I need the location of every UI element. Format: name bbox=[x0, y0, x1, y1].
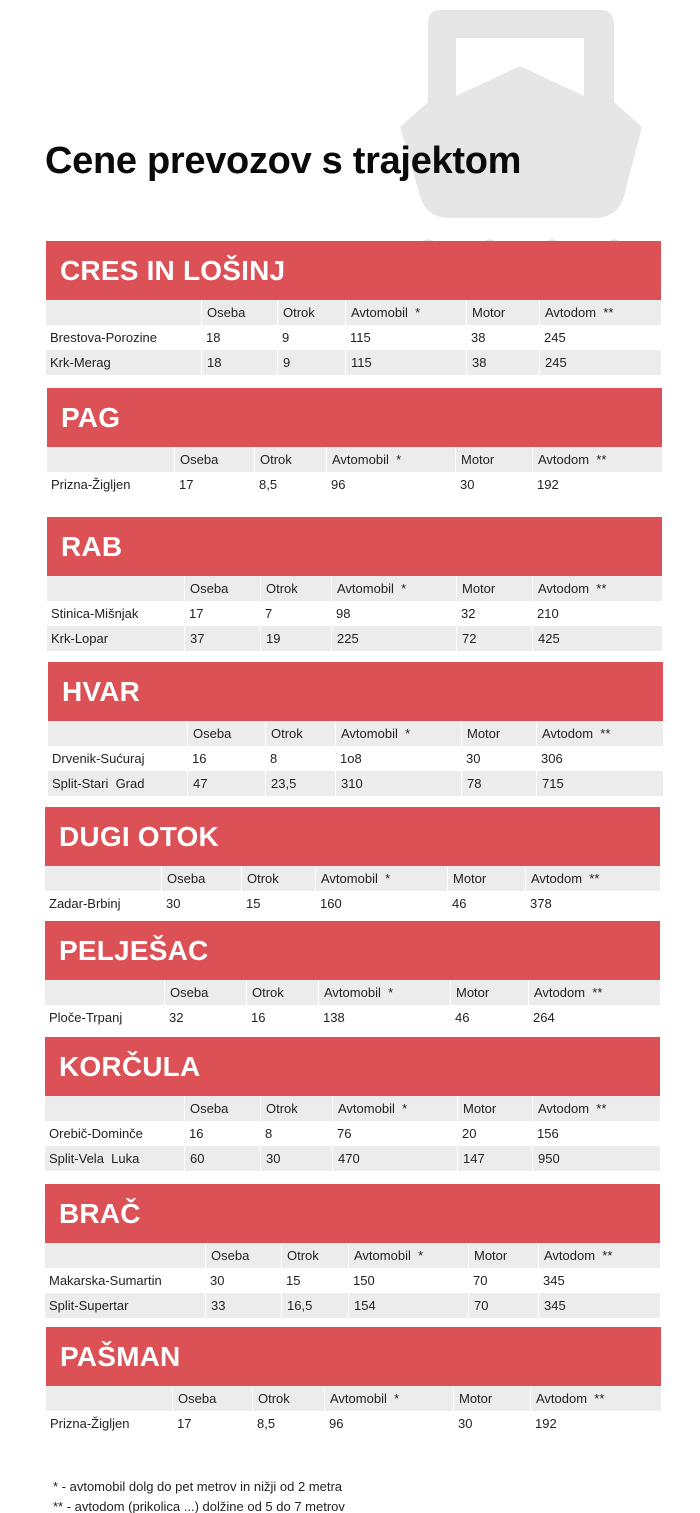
cell-oseba: 37 bbox=[184, 626, 260, 651]
cell-route: Stinica-Mišnjak bbox=[51, 606, 139, 621]
cell-oseba: 17 bbox=[177, 1416, 192, 1431]
cell-otrok: 16,5 bbox=[281, 1293, 348, 1318]
cell-route: Prizna-Žigljen bbox=[51, 477, 131, 492]
cell-avtomobil: 98 bbox=[336, 606, 351, 621]
column-header-motor: Motor bbox=[455, 447, 532, 472]
cell-avtodom: 245 bbox=[539, 350, 661, 375]
column-header-motor: Motor bbox=[466, 300, 539, 325]
cell-otrok: 30 bbox=[260, 1146, 332, 1171]
column-header-avtodom: Avtodom ** bbox=[532, 576, 662, 601]
section-pelješac bbox=[45, 921, 660, 1030]
cell-avtomobil: 76 bbox=[337, 1126, 352, 1141]
column-header-otrok: Otrok bbox=[252, 1386, 324, 1411]
table-row bbox=[47, 626, 662, 651]
cell-motor: 70 bbox=[468, 1293, 538, 1318]
column-header-motor: Motor bbox=[457, 1096, 532, 1121]
footnote-camper: ** - avtodom (prikolica ...) dolžine od 5 do 7 metrov bbox=[53, 1499, 345, 1513]
cell-route: Split-Stari Grad bbox=[52, 776, 145, 791]
cell-oseba: 18 bbox=[206, 330, 221, 345]
table-header bbox=[45, 866, 660, 891]
section-title: CRES IN LOŠINJ bbox=[46, 241, 661, 300]
table-row bbox=[46, 1411, 661, 1436]
section-title: DUGI OTOK bbox=[45, 807, 660, 866]
column-header-otrok: Otrok bbox=[246, 980, 318, 1005]
cell-avtomobil: 225 bbox=[331, 626, 456, 651]
section-title: PAŠMAN bbox=[46, 1327, 661, 1386]
column-header-avtomobil: Avtomobil * bbox=[326, 447, 455, 472]
column-header-otrok: Otrok bbox=[260, 1096, 332, 1121]
cell-avtomobil: 470 bbox=[332, 1146, 457, 1171]
cell-oseba: 47 bbox=[187, 771, 265, 796]
cell-oseba: 32 bbox=[169, 1010, 184, 1025]
table-header bbox=[46, 1386, 661, 1411]
cell-otrok: 8,5 bbox=[259, 477, 278, 492]
cell-oseba: 30 bbox=[210, 1273, 225, 1288]
section-title: HVAR bbox=[48, 662, 663, 721]
section-cres-in-lošinj bbox=[46, 241, 661, 375]
column-header-avtodom: Avtodom ** bbox=[532, 1096, 657, 1121]
cell-motor: 72 bbox=[456, 626, 532, 651]
table-row bbox=[47, 472, 662, 497]
cell-route: Orebič-Dominče bbox=[49, 1126, 143, 1141]
column-header-oseba: Oseba bbox=[164, 980, 246, 1005]
cell-avtomobil: 310 bbox=[335, 771, 461, 796]
cell-otrok: 8 bbox=[265, 1126, 273, 1141]
column-header-avtodom: Avtodom ** bbox=[539, 300, 661, 325]
column-header-route bbox=[46, 300, 201, 325]
table-header bbox=[45, 1243, 660, 1268]
column-header-motor: Motor bbox=[447, 866, 525, 891]
section-title: BRAČ bbox=[45, 1184, 660, 1243]
section-brač bbox=[45, 1184, 660, 1318]
cell-motor: 30 bbox=[460, 477, 475, 492]
cell-avtodom: 345 bbox=[538, 1293, 656, 1318]
cell-otrok: 9 bbox=[282, 330, 290, 345]
table-header bbox=[45, 980, 660, 1005]
column-header-motor: Motor bbox=[456, 576, 532, 601]
cell-route: Krk-Lopar bbox=[51, 631, 109, 646]
cell-avtomobil: 138 bbox=[323, 1010, 345, 1025]
column-header-motor: Motor bbox=[450, 980, 528, 1005]
column-header-motor: Motor bbox=[461, 721, 536, 746]
column-header-oseba: Oseba bbox=[161, 866, 241, 891]
cell-route: Krk-Merag bbox=[50, 355, 111, 370]
column-header-avtodom: Avtodom ** bbox=[530, 1386, 657, 1411]
cell-oseba: 16 bbox=[192, 751, 207, 766]
column-header-otrok: Otrok bbox=[260, 576, 331, 601]
cell-avtodom: 345 bbox=[543, 1273, 565, 1288]
table-header bbox=[45, 1096, 660, 1121]
column-header-otrok: Otrok bbox=[281, 1243, 348, 1268]
table-header bbox=[47, 576, 662, 601]
cell-motor: 78 bbox=[461, 771, 536, 796]
cell-route: Ploče-Trpanj bbox=[49, 1010, 123, 1025]
table-row bbox=[45, 1146, 660, 1171]
column-header-avtomobil: Avtomobil * bbox=[318, 980, 450, 1005]
column-header-avtomobil: Avtomobil * bbox=[332, 1096, 457, 1121]
table-row bbox=[45, 891, 660, 916]
section-dugi-otok bbox=[45, 807, 660, 916]
column-header-route bbox=[45, 1243, 205, 1268]
cell-avtodom: 715 bbox=[536, 771, 663, 796]
table-header bbox=[46, 300, 661, 325]
table-row bbox=[45, 1293, 660, 1318]
cell-avtomobil: 115 bbox=[350, 330, 371, 345]
cell-avtodom: 192 bbox=[535, 1416, 557, 1431]
column-header-motor: Motor bbox=[453, 1386, 530, 1411]
table-row bbox=[48, 771, 663, 796]
column-header-avtodom: Avtodom ** bbox=[525, 866, 657, 891]
cell-avtodom: 156 bbox=[537, 1126, 559, 1141]
section-pašman bbox=[46, 1327, 661, 1436]
column-header-route bbox=[48, 721, 187, 746]
column-header-avtomobil: Avtomobil * bbox=[315, 866, 447, 891]
footnote-car: * - avtomobil dolg do pet metrov in nižji od 2 metra bbox=[53, 1479, 343, 1494]
cell-avtomobil: 115 bbox=[345, 350, 466, 375]
column-header-oseba: Oseba bbox=[205, 1243, 281, 1268]
column-header-avtomobil: Avtomobil * bbox=[324, 1386, 453, 1411]
column-header-avtodom: Avtodom ** bbox=[536, 721, 663, 746]
cell-otrok: 23,5 bbox=[265, 771, 335, 796]
table-row bbox=[45, 1121, 660, 1146]
column-header-oseba: Oseba bbox=[172, 1386, 252, 1411]
column-header-otrok: Otrok bbox=[265, 721, 335, 746]
cell-route: Split-Supertar bbox=[49, 1298, 129, 1313]
cell-motor: 30 bbox=[466, 751, 481, 766]
column-header-avtodom: Avtodom ** bbox=[528, 980, 657, 1005]
cell-otrok: 15 bbox=[246, 896, 261, 911]
cell-route: Split-Vela Luka bbox=[49, 1151, 140, 1166]
column-header-route bbox=[46, 1386, 172, 1411]
column-header-route bbox=[45, 1096, 184, 1121]
table-row bbox=[45, 1005, 660, 1030]
cell-avtodom: 378 bbox=[530, 896, 552, 911]
column-header-otrok: Otrok bbox=[254, 447, 326, 472]
column-header-otrok: Otrok bbox=[277, 300, 345, 325]
table-row bbox=[46, 325, 661, 350]
cell-otrok: 8 bbox=[270, 751, 278, 766]
cell-avtodom: 306 bbox=[541, 751, 563, 766]
column-header-oseba: Oseba bbox=[187, 721, 265, 746]
cell-route: Prizna-Žigljen bbox=[50, 1416, 130, 1431]
cell-avtodom: 264 bbox=[533, 1010, 555, 1025]
column-header-avtodom: Avtodom ** bbox=[532, 447, 662, 472]
cell-avtodom: 950 bbox=[532, 1146, 657, 1171]
column-header-oseba: Oseba bbox=[174, 447, 254, 472]
section-title: PAG bbox=[47, 388, 662, 447]
cell-otrok: 7 bbox=[265, 606, 273, 621]
column-header-oseba: Oseba bbox=[201, 300, 277, 325]
table-row bbox=[48, 746, 663, 771]
cell-otrok: 19 bbox=[260, 626, 331, 651]
cell-motor: 147 bbox=[457, 1146, 532, 1171]
cell-avtomobil: 96 bbox=[331, 477, 346, 492]
section-rab bbox=[47, 517, 662, 651]
section-title: PELJEŠAC bbox=[45, 921, 660, 980]
cell-otrok: 15 bbox=[286, 1273, 301, 1288]
cell-route: Drvenik-Sućuraj bbox=[52, 751, 145, 766]
cell-oseba: 17 bbox=[179, 477, 194, 492]
cell-motor: 30 bbox=[458, 1416, 473, 1431]
footnotes bbox=[53, 1477, 345, 1513]
cell-avtomobil: 160 bbox=[320, 896, 342, 911]
column-header-oseba: Oseba bbox=[184, 576, 260, 601]
column-header-avtomobil: Avtomobil * bbox=[345, 300, 466, 325]
column-header-route bbox=[45, 866, 161, 891]
column-header-avtomobil: Avtomobil * bbox=[348, 1243, 468, 1268]
column-header-motor: Motor bbox=[468, 1243, 538, 1268]
section-korčula bbox=[45, 1037, 660, 1171]
column-header-route bbox=[47, 576, 184, 601]
cell-motor: 70 bbox=[473, 1273, 488, 1288]
column-header-route bbox=[45, 980, 164, 1005]
cell-motor: 32 bbox=[461, 606, 476, 621]
cell-avtodom: 245 bbox=[544, 330, 566, 345]
cell-route: Brestova-Porozine bbox=[50, 330, 157, 345]
cell-avtomobil: 154 bbox=[348, 1293, 468, 1318]
cell-oseba: 17 bbox=[189, 606, 204, 621]
cell-motor: 46 bbox=[452, 896, 467, 911]
cell-avtodom: 192 bbox=[537, 477, 559, 492]
cell-motor: 38 bbox=[471, 330, 486, 345]
cell-motor: 38 bbox=[466, 350, 539, 375]
section-title: RAB bbox=[47, 517, 662, 576]
cell-oseba: 30 bbox=[166, 896, 181, 911]
cell-route: Makarska-Sumartin bbox=[49, 1273, 162, 1288]
column-header-avtomobil: Avtomobil * bbox=[335, 721, 461, 746]
cell-avtodom: 210 bbox=[537, 606, 559, 621]
table-header bbox=[48, 721, 663, 746]
cell-avtodom: 425 bbox=[532, 626, 662, 651]
section-pag bbox=[47, 388, 662, 497]
page-title: Cene prevozov s trajektom bbox=[45, 140, 522, 182]
cell-otrok: 8,5 bbox=[257, 1416, 276, 1431]
cell-oseba: 16 bbox=[189, 1126, 204, 1141]
column-header-avtomobil: Avtomobil * bbox=[331, 576, 456, 601]
section-title: KORČULA bbox=[45, 1037, 660, 1096]
column-header-oseba: Oseba bbox=[184, 1096, 260, 1121]
cell-oseba: 60 bbox=[184, 1146, 260, 1171]
column-header-route bbox=[47, 447, 174, 472]
cell-oseba: 33 bbox=[205, 1293, 281, 1318]
cell-otrok: 9 bbox=[277, 350, 345, 375]
cell-route: Zadar-Brbinj bbox=[49, 896, 121, 911]
cell-avtomobil: 96 bbox=[329, 1416, 344, 1431]
cell-oseba: 18 bbox=[201, 350, 277, 375]
cell-otrok: 16 bbox=[251, 1010, 266, 1025]
table-row bbox=[47, 601, 662, 626]
cell-motor: 46 bbox=[455, 1010, 470, 1025]
cell-avtomobil: 1o8 bbox=[340, 751, 362, 766]
cell-motor: 20 bbox=[462, 1126, 477, 1141]
section-hvar bbox=[48, 662, 663, 796]
column-header-otrok: Otrok bbox=[241, 866, 315, 891]
cell-avtomobil: 150 bbox=[353, 1273, 375, 1288]
table-row bbox=[46, 350, 661, 375]
column-header-avtodom: Avtodom ** bbox=[538, 1243, 656, 1268]
table-header bbox=[47, 447, 662, 472]
table-row bbox=[45, 1268, 660, 1293]
